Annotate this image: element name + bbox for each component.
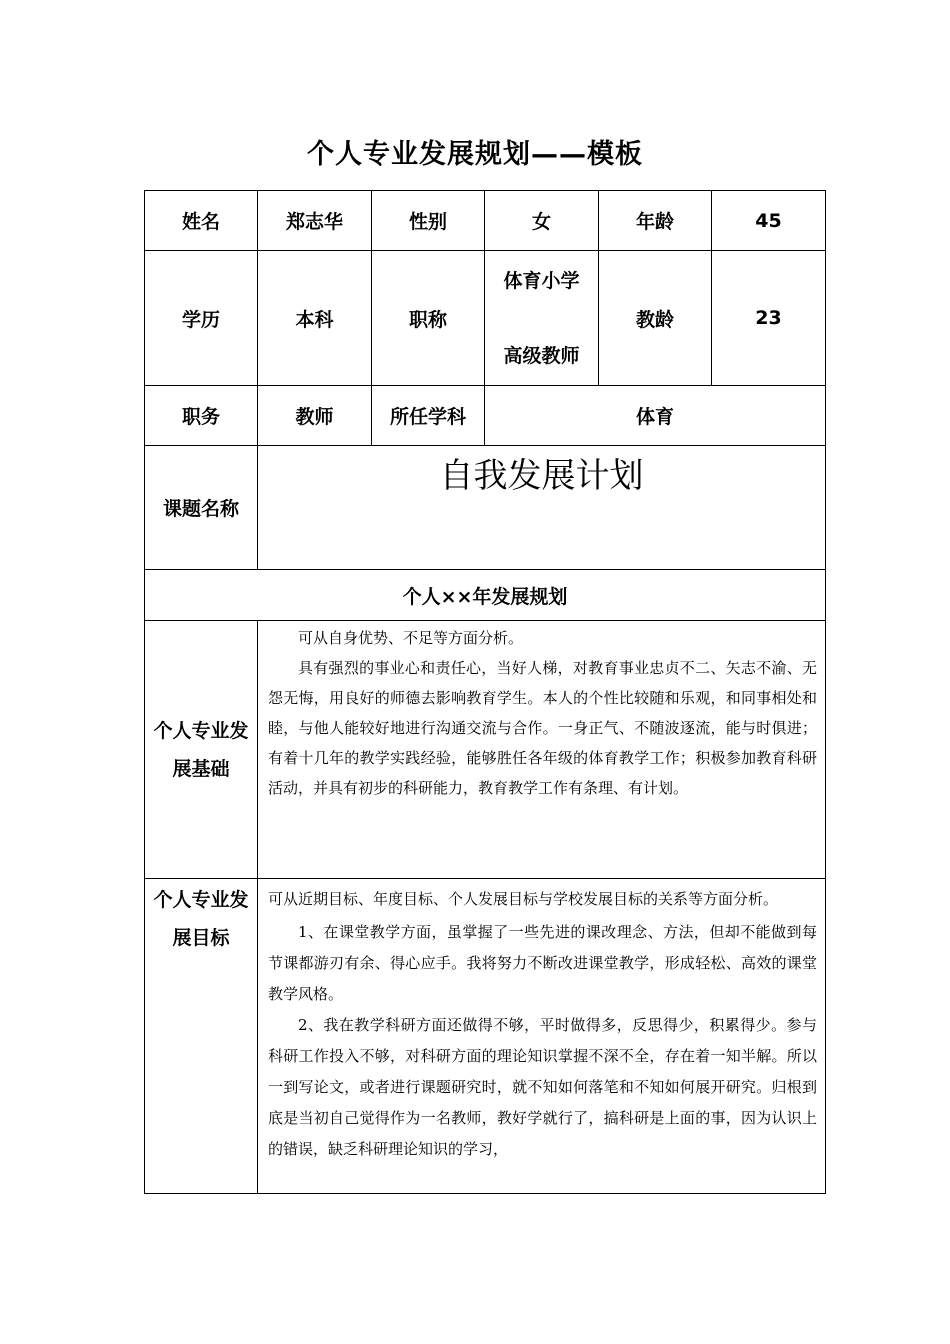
form-row-education [145, 251, 826, 386]
title-rank-line1: 体育小学 [503, 269, 580, 292]
education-label: 学历 [145, 251, 258, 386]
goal-label: 个人专业发展目标 [145, 879, 258, 1194]
duty-label: 职务 [145, 386, 258, 446]
education-value: 本科 [258, 251, 372, 386]
form-row-duty [145, 386, 826, 446]
title-rank-line2: 高级教师 [503, 344, 580, 367]
plan-form-table [144, 190, 826, 1194]
name-value: 郑志华 [258, 191, 372, 251]
teaching-years-label: 教龄 [599, 251, 712, 386]
subject-value: 体育 [485, 386, 826, 446]
basis-label: 个人专业发展基础 [145, 621, 258, 879]
age-value: 45 [712, 191, 826, 251]
title-rank-value [485, 251, 599, 386]
basis-hint: 可从自身优势、不足等方面分析。 [298, 629, 524, 647]
goal-content [258, 879, 826, 1194]
subject-label: 所任学科 [372, 386, 485, 446]
title-rank-label: 职称 [372, 251, 485, 386]
form-row-course [145, 446, 826, 570]
goal-item-2: 2、我在教学科研方面还做得不够，平时做得多，反思得少，积累得少。参与科研工作投入不够，对科研方面的理论知识掌握不深不全，存在着一知半解。所以一到写论文，或者进行课题研究时，就不知如何落笔和不知如何展开研究。归根到底是当初自己觉得作为一名教师，教好学就行了，搞科研是上面的事，因为认识上的错误，缺乏科研理论知识的学习， [268, 1016, 817, 1158]
basis-text: 具有强烈的事业心和责任心，当好人梯，对教育事业忠贞不二、矢志不渝、无怨无悔，用良好的师德去影响教育学生。本人的个性比较随和乐观，和同事相处和睦，与他人能较好地进行沟通交流与合作。一身正气、不随波逐流，能与时俱进；有着十几年的教学实践经验，能够胜任各年级的体育教学工作；积极参加教育科研活动，并具有初步的科研能力，教育教学工作有条理、有计划。 [268, 659, 817, 797]
goal-item-1: 1、在课堂教学方面，虽掌握了一些先进的课改理念、方法，但却不能做到每节课都游刃有余、得心应手。我将努力不断改进课堂教学，形成轻松、高效的课堂教学风格。 [268, 923, 817, 1003]
basis-content [258, 621, 826, 879]
plan-header: 个人××年发展规划 [145, 570, 826, 621]
age-label: 年龄 [599, 191, 712, 251]
document-title: 个人专业发展规划——模板 [307, 139, 643, 170]
goal-hint: 可从近期目标、年度目标、个人发展目标与学校发展目标的关系等方面分析。 [268, 890, 779, 908]
duty-value: 教师 [258, 386, 372, 446]
form-row-goal [145, 879, 826, 1194]
gender-value: 女 [485, 191, 599, 251]
form-row-basic [145, 191, 826, 251]
form-row-plan-header [145, 570, 826, 621]
name-label: 姓名 [145, 191, 258, 251]
teaching-years-value: 23 [712, 251, 826, 386]
course-value: 自我发展计划 [258, 446, 826, 570]
form-row-basis [145, 621, 826, 879]
gender-label: 性别 [372, 191, 485, 251]
course-label: 课题名称 [145, 446, 258, 570]
